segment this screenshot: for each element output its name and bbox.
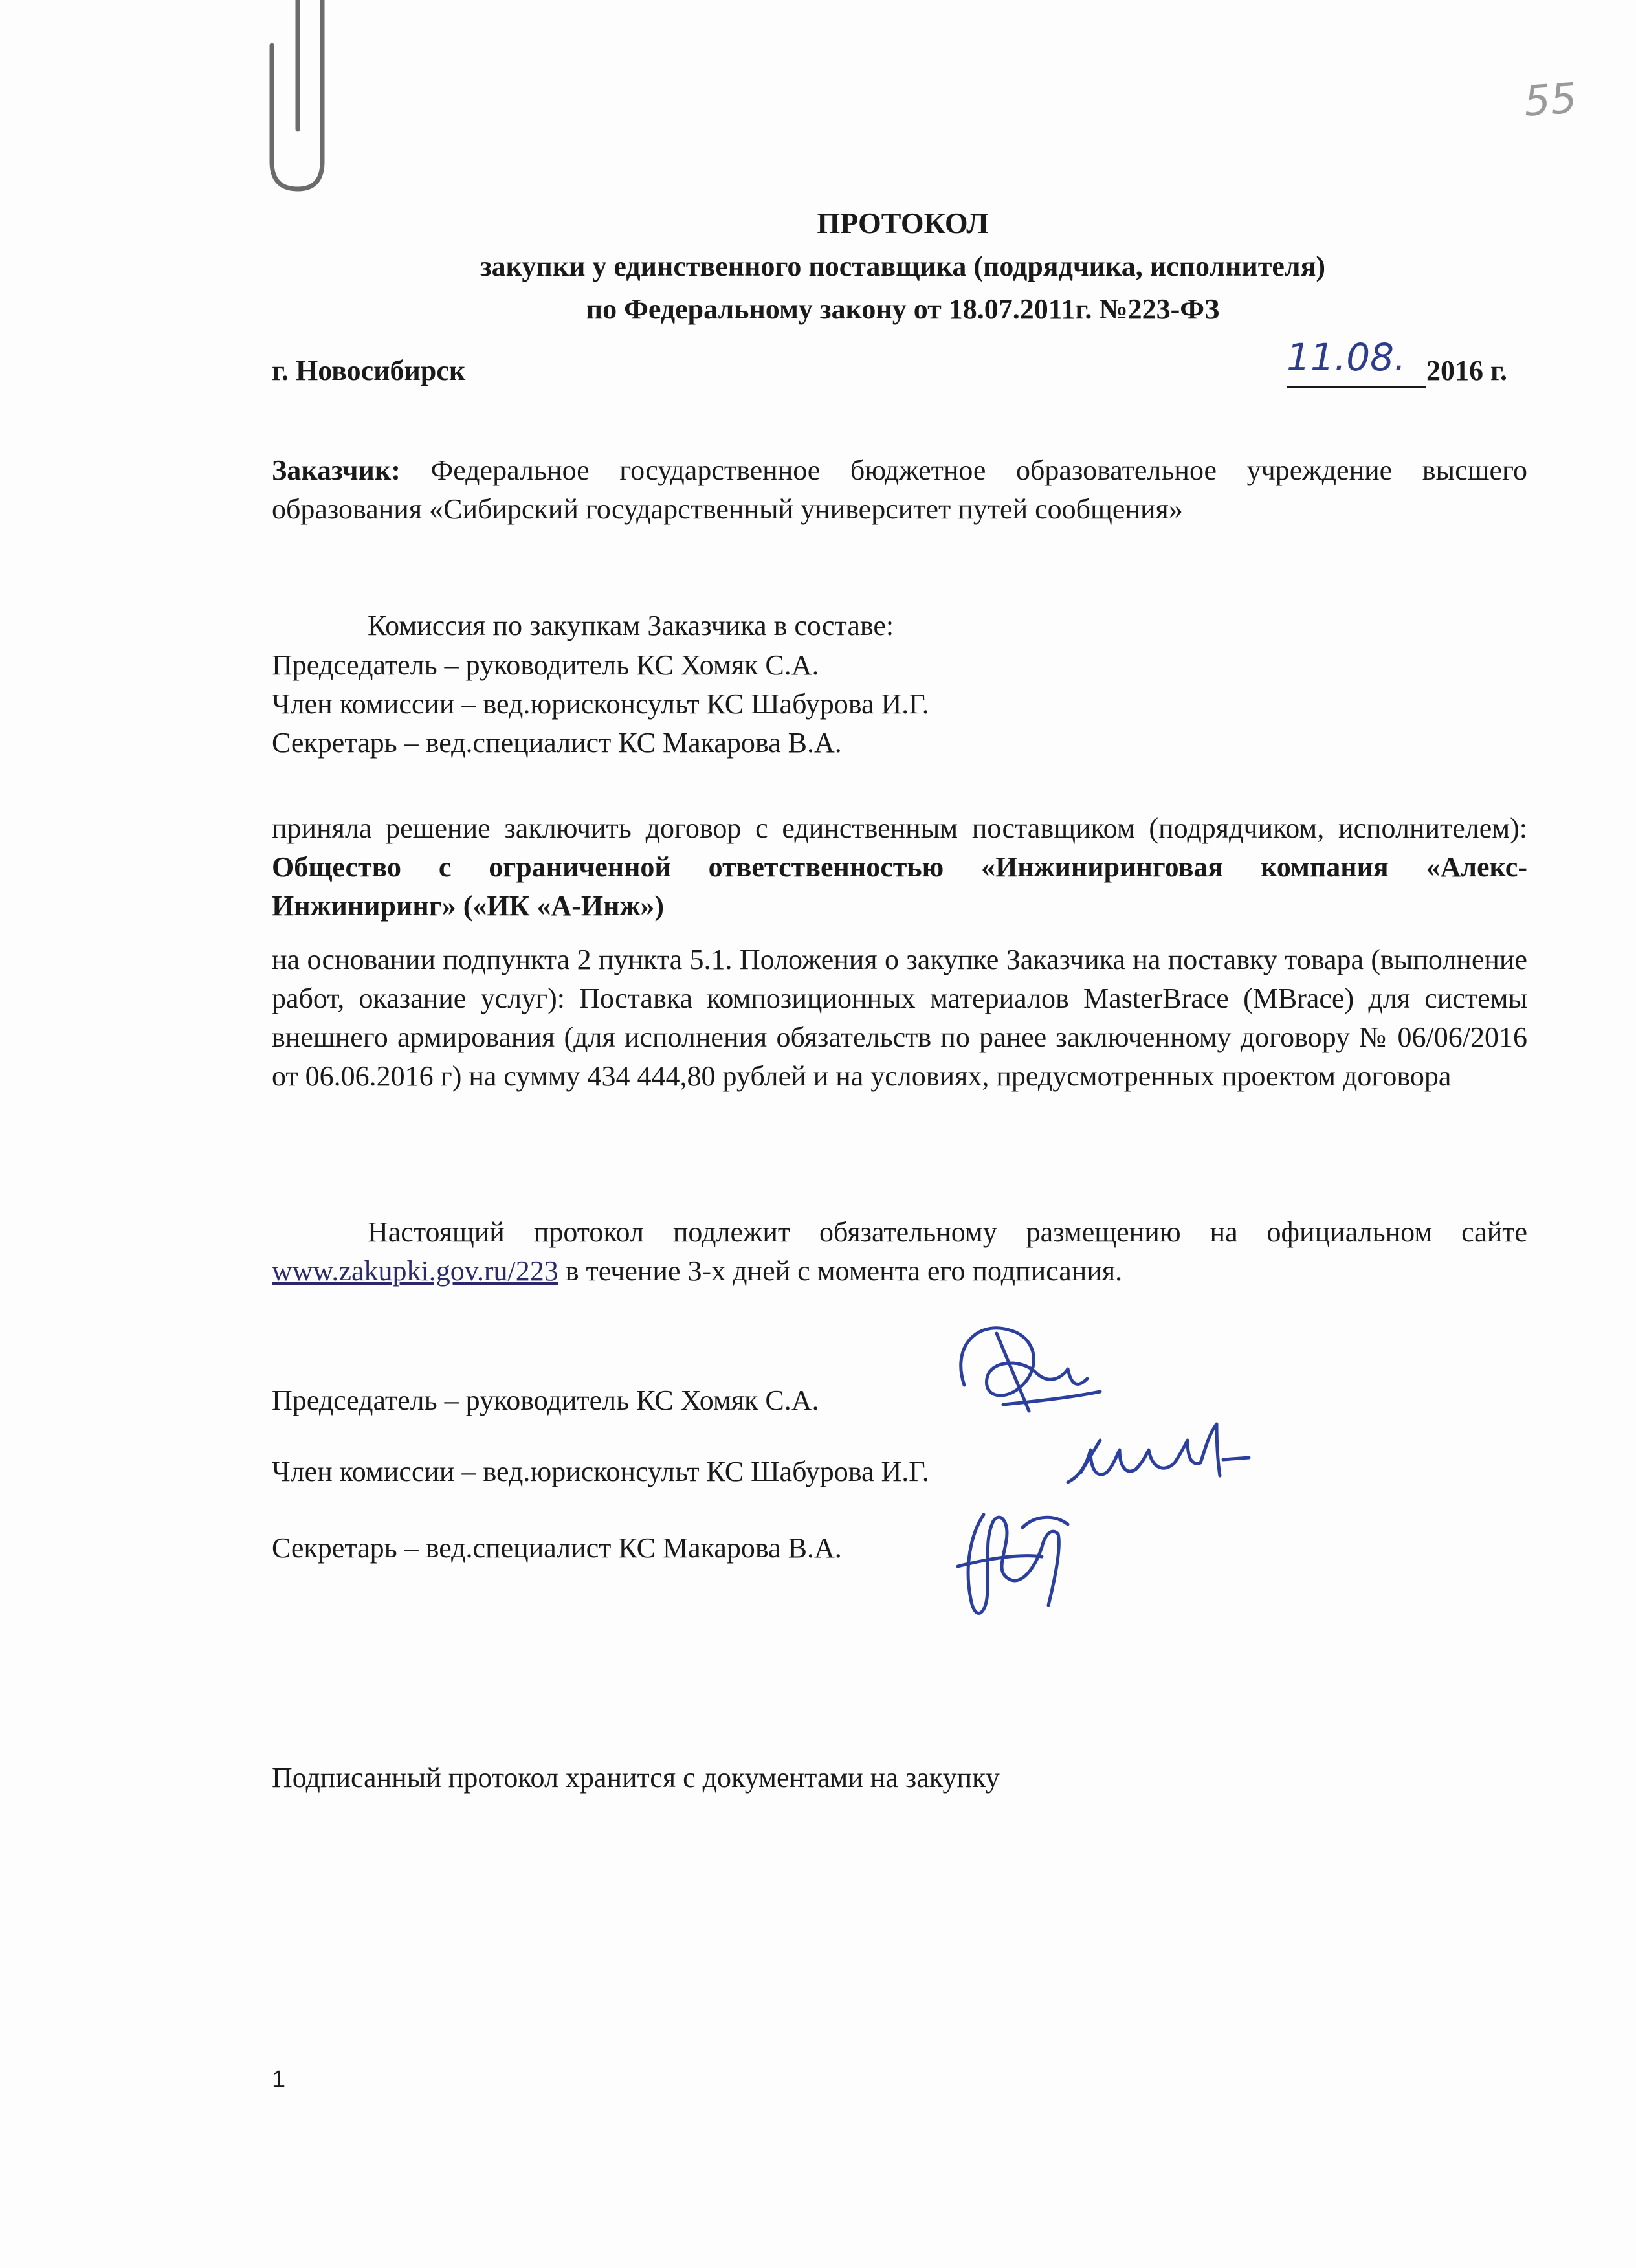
supplier-name: Общество с ограниченной ответственностью «Инжиниринговая компания «Алекс-Инжиниринг» («ИК «А-Инж») — [272, 851, 1527, 922]
page-number: 1 — [272, 2066, 286, 2093]
signature-line-chairman: Председатель – руководитель КС Хомяк С.А. — [272, 1384, 819, 1416]
paper-clip-icon — [246, 0, 330, 201]
document-subtitle: закупки у единственного поставщика (подрядчика, исполнителя) — [480, 250, 1326, 282]
place: г. Новосибирск — [272, 355, 466, 386]
handwritten-page-number: 55 — [1522, 74, 1578, 126]
date-underline — [1287, 386, 1426, 388]
signature-line-lawyer: Член комиссии – вед.юрисконсульт КС Шабурова И.Г. — [272, 1456, 929, 1487]
signature-secretary — [945, 1489, 1100, 1631]
document-title: ПРОТОКОЛ — [817, 206, 989, 239]
storage-note: Подписанный протокол хранится с документами на закупку — [272, 1762, 1000, 1794]
commission-member-secretary: Секретарь – вед.специалист КС Макарова В.А. — [272, 727, 842, 759]
handwritten-date: 11.08. — [1287, 335, 1406, 379]
decision-intro: приняла решение заключить договор с единственным поставщиком (подрядчиком, исполнителем): — [272, 812, 1527, 844]
decision-basis: на основании подпункта 2 пункта 5.1. Положения о закупке Заказчика на поставку товара (выполнение работ, оказание услуг): Поставка композиционных материалов MasterBrace (MBrace) для системы внешнего армирования (для исполнения обязательств по ранее заключенному договору № 06/06/2016 от 06.06.2016 г) на сумму 434 444,80 рублей и на условиях, предусмотренных проектом договора — [272, 944, 1527, 1092]
customer-paragraph — [272, 451, 1527, 529]
customer-label: Заказчик: — [272, 454, 401, 486]
customer-text: Федеральное государственное бюджетное образовательное учреждение высшего образования «Сибирский государственный университет путей сообщения» — [272, 454, 1527, 525]
commission-member-lawyer: Член комиссии – вед.юрисконсульт КС Шабурова И.Г. — [272, 688, 929, 720]
decision-paragraph — [272, 809, 1527, 926]
zakupki-link[interactable]: www.zakupki.gov.ru/223 — [272, 1255, 558, 1287]
date-block — [1287, 335, 1558, 387]
publication-deadline: в течение 3-х дней с момента его подписания. — [565, 1255, 1123, 1287]
publication-text: Настоящий протокол подлежит обязательному размещению на официальном сайте — [368, 1216, 1527, 1248]
date-year: 2016 г. — [1426, 355, 1508, 386]
law-reference: по Федеральному закону от 18.07.2011г. №223-ФЗ — [586, 293, 1220, 325]
commission-member-chairman: Председатель – руководитель КС Хомяк С.А. — [272, 649, 819, 681]
publication-paragraph — [272, 1213, 1527, 1291]
signature-line-secretary: Секретарь – вед.специалист КС Макарова В.А. — [272, 1532, 842, 1564]
commission-intro: Комиссия по закупкам Заказчика в составе: — [368, 610, 894, 641]
